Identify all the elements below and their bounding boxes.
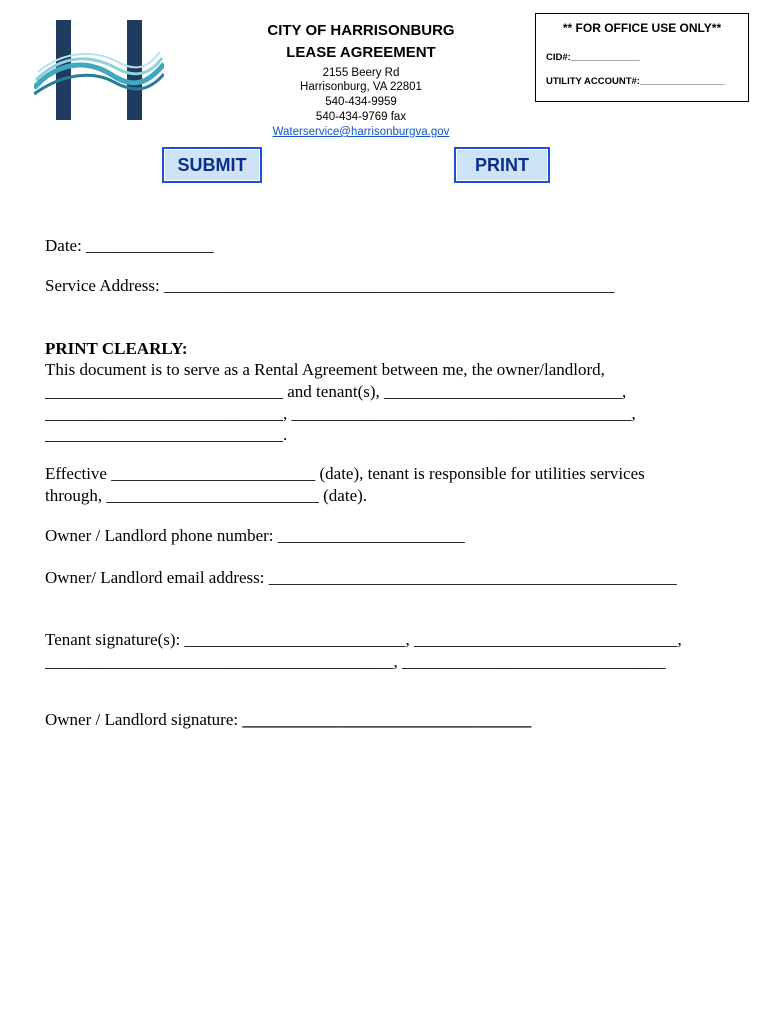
email-link[interactable]: Waterservice@harrisonburgva.gov	[272, 126, 450, 138]
effective-date-line2[interactable]: through, _________________________ (date).	[45, 486, 368, 505]
office-use-box	[535, 13, 749, 102]
print-button[interactable]: PRINT	[454, 147, 550, 183]
service-address-field[interactable]: Service Address: _____________________________________________________	[45, 276, 615, 295]
address-line2: Harrisonburg, VA 22801	[300, 81, 422, 93]
city-logo-icon	[34, 20, 164, 124]
city-title: CITY OF HARRISONBURG	[267, 22, 455, 39]
agreement-text-line2[interactable]: ____________________________ and tenant(s), ____________________________,	[45, 382, 627, 401]
office-use-title: ** FOR OFFICE USE ONLY**	[562, 21, 722, 35]
submit-button[interactable]: SUBMIT	[162, 147, 262, 183]
fax-number: 540-434-9769 fax	[315, 111, 407, 123]
print-clearly-heading: PRINT CLEARLY:	[45, 339, 188, 358]
owner-signature-line[interactable]: __________________________________	[242, 710, 532, 729]
owner-signature-label: Owner / Landlord signature:	[45, 710, 243, 729]
date-field[interactable]: Date: _______________	[45, 236, 214, 255]
effective-date-line1[interactable]: Effective ________________________ (date), tenant is responsible for utilities services	[45, 464, 645, 483]
owner-signature-field[interactable]	[45, 710, 531, 730]
agreement-text-line1: This document is to serve as a Rental Agreement between me, the owner/landlord,	[45, 360, 605, 379]
phone-number: 540-434-9959	[325, 96, 397, 108]
form-title: LEASE AGREEMENT	[286, 44, 436, 61]
tenant-signature-line1[interactable]: Tenant signature(s): __________________________, _______________________________,	[45, 630, 682, 649]
utility-account-field: UTILITY ACCOUNT#:________________	[546, 76, 725, 87]
address-line1: 2155 Beery Rd	[322, 67, 400, 79]
email-address	[231, 126, 491, 138]
agreement-text-line3[interactable]: ____________________________, ________________________________________,	[45, 404, 636, 423]
owner-phone-field[interactable]: Owner / Landlord phone number: ______________________	[45, 526, 465, 545]
tenant-signature-line2[interactable]: _________________________________________, _______________________________	[45, 652, 666, 671]
agreement-text-line4[interactable]: ____________________________.	[45, 425, 288, 444]
owner-email-field[interactable]: Owner/ Landlord email address: ________________________________________________	[45, 568, 677, 587]
cid-field: CID#:_____________	[546, 52, 640, 63]
